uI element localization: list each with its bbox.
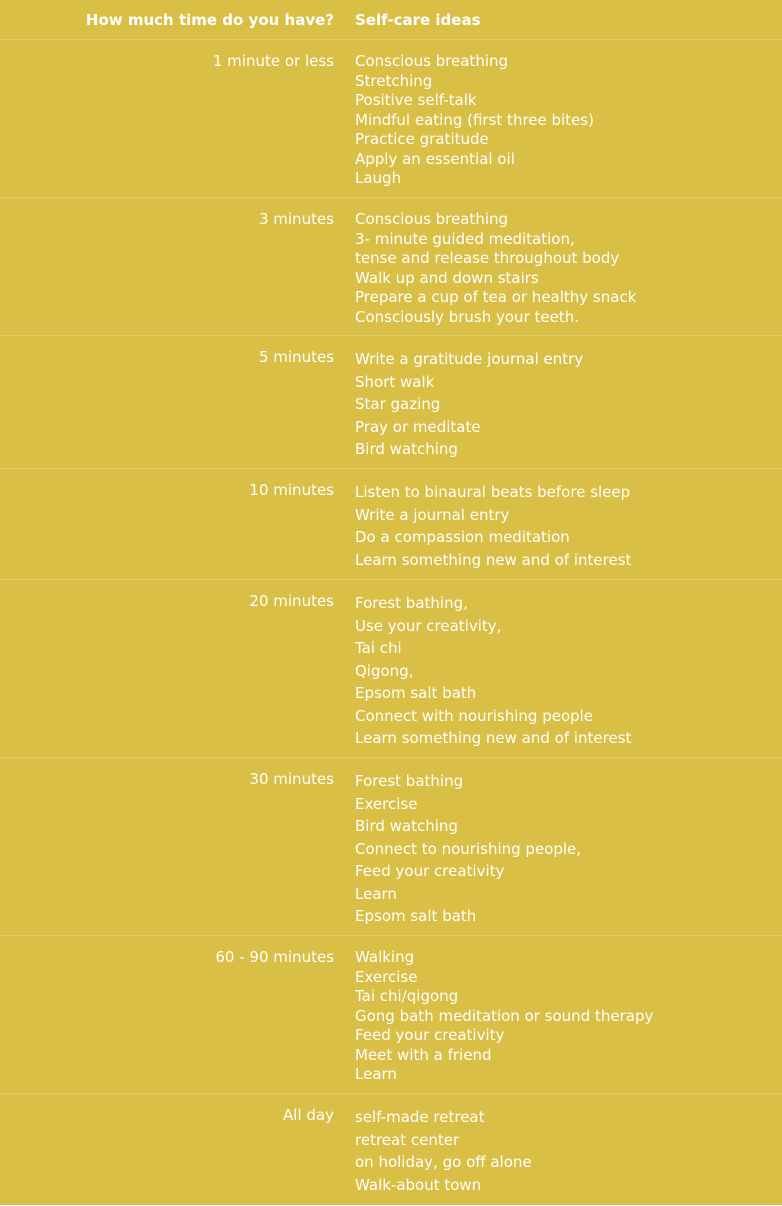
idea-item: Exercise [355, 794, 418, 813]
idea-item: Tai chi [355, 639, 402, 657]
idea-item: Pray or meditate [355, 417, 481, 436]
idea-item: Conscious breathing [355, 52, 509, 70]
idea-item: Learn [355, 1065, 397, 1083]
idea-item: Stretching [355, 71, 433, 90]
idea-item: Forest bathing [355, 772, 464, 790]
table-row [0, 336, 782, 469]
idea-item: Consciously brush your teeth. [355, 307, 579, 326]
idea-item: Epsom salt bath [355, 907, 477, 925]
idea-item: tense and release throughout body [355, 249, 620, 267]
idea-item: on holiday, go off alone [355, 1153, 532, 1171]
idea-item: Short walk [355, 372, 435, 391]
table-header [0, 0, 782, 40]
time-column-header: How much time do you have? [85, 10, 334, 29]
ideas-cell [334, 592, 782, 750]
idea-item: Use your creativity, [355, 616, 502, 635]
table-row [0, 469, 782, 580]
idea-item: Epsom salt bath [355, 684, 477, 702]
time-cell: 20 minutes [249, 592, 334, 610]
time-cell: All day [283, 1106, 334, 1124]
idea-item: Positive self-talk [355, 91, 477, 109]
idea-item: Feed your creativity [355, 862, 505, 880]
idea-item: Bird watching [355, 440, 458, 458]
idea-item: retreat center [355, 1130, 460, 1149]
idea-item: Learn something new and of interest [355, 550, 632, 569]
idea-item: Qigong, [355, 661, 414, 680]
idea-item: Learn something new and of interest [355, 729, 632, 747]
time-cell: 30 minutes [249, 770, 334, 788]
table-row [0, 198, 782, 336]
ideas-column-header: Self-care ideas [355, 10, 481, 29]
table-row [0, 40, 782, 198]
idea-item: Exercise [355, 967, 418, 986]
idea-item: Prepare a cup of tea or healthy snack [355, 288, 637, 306]
idea-item: Tai chi/qigong [355, 987, 459, 1005]
time-cell: 10 minutes [249, 481, 334, 499]
idea-item: Bird watching [355, 817, 458, 835]
idea-item: Practice gratitude [355, 130, 489, 148]
idea-item: Meet with a friend [355, 1045, 492, 1064]
idea-item: Forest bathing, [355, 594, 468, 612]
idea-item: Connect with nourishing people [355, 706, 594, 725]
time-cell: 60 - 90 minutes [215, 948, 334, 966]
idea-item: Mindful eating (first three bites) [355, 110, 594, 129]
ideas-cell [334, 481, 782, 571]
ideas-cell [334, 210, 782, 327]
table-row [0, 580, 782, 758]
idea-item: self-made retreat [355, 1108, 485, 1126]
idea-item: Laugh [355, 169, 402, 187]
idea-item: Walking [355, 948, 415, 966]
idea-item: Apply an essential oil [355, 149, 515, 168]
idea-item: Learn [355, 884, 397, 903]
time-cell: 5 minutes [258, 348, 334, 366]
ideas-cell [334, 770, 782, 928]
ideas-cell [334, 948, 782, 1085]
table-row [0, 936, 782, 1094]
idea-item: Feed your creativity [355, 1026, 505, 1044]
idea-item: Conscious breathing [355, 210, 509, 228]
ideas-cell [334, 348, 782, 461]
time-cell: 1 minute or less [212, 52, 334, 70]
table-row [0, 1094, 782, 1205]
idea-item: 3- minute guided meditation, [355, 229, 575, 248]
idea-item: Star gazing [355, 395, 441, 413]
idea-item: Connect to nourishing people, [355, 839, 582, 858]
idea-item: Write a gratitude journal entry [355, 350, 584, 368]
ideas-cell [334, 52, 782, 189]
table-row [0, 758, 782, 936]
ideas-cell [334, 1106, 782, 1196]
idea-item: Walk up and down stairs [355, 268, 539, 287]
idea-item: Listen to binaural beats before sleep [355, 483, 631, 501]
time-cell: 3 minutes [258, 210, 334, 228]
idea-item: Walk-about town [355, 1175, 482, 1194]
idea-item: Gong bath meditation or sound therapy [355, 1006, 654, 1025]
idea-item: Do a compassion meditation [355, 528, 570, 546]
idea-item: Write a journal entry [355, 505, 510, 524]
